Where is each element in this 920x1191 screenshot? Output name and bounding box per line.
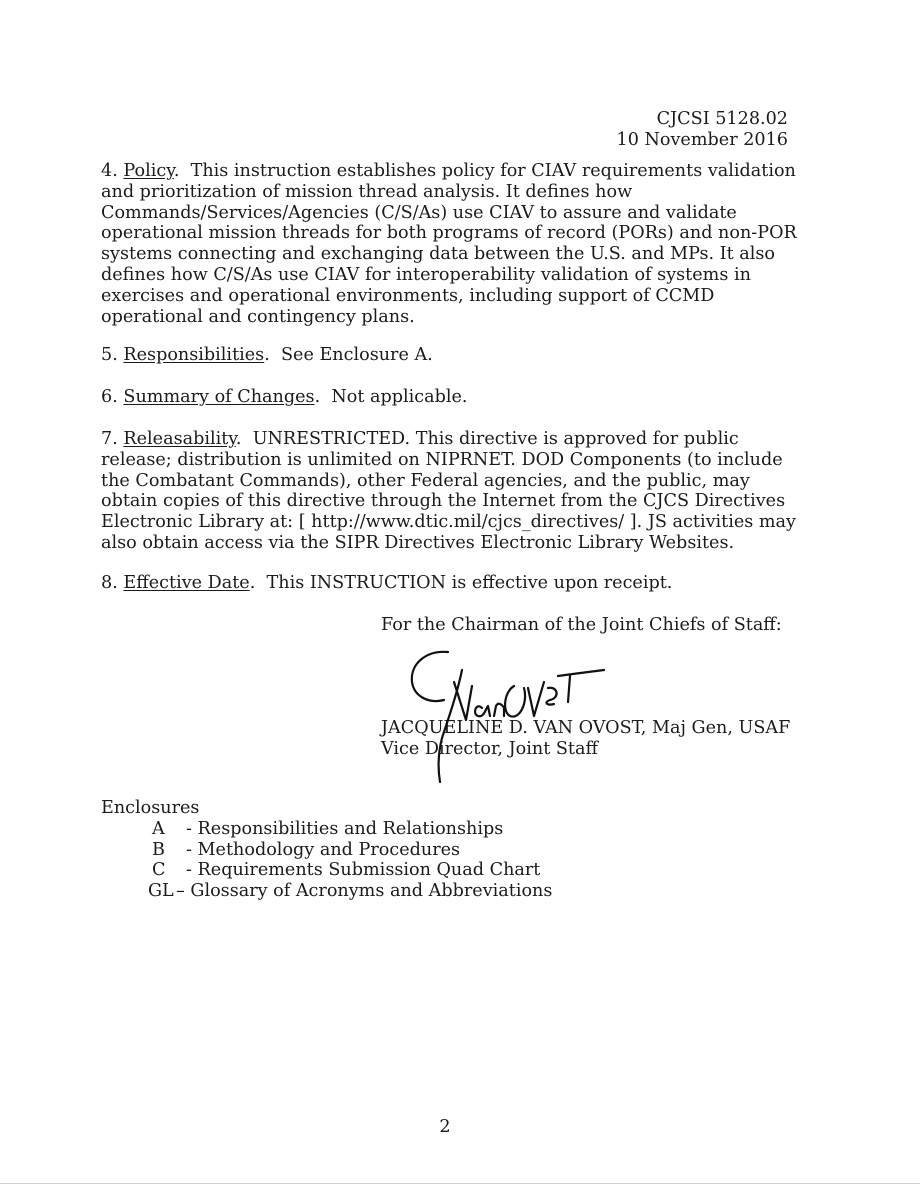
page-bottom-rule bbox=[0, 1183, 920, 1184]
enclosure-text: - Methodology and Procedures bbox=[186, 839, 461, 860]
enclosures-title: Enclosures bbox=[101, 798, 200, 818]
summary-of-changes-heading: Summary of Changes bbox=[123, 387, 315, 407]
responsibilities-heading: Responsibilities bbox=[123, 345, 265, 365]
enclosure-text: - Requirements Submission Quad Chart bbox=[186, 860, 541, 881]
paragraph-effective-date: 8. Effective Date. This INSTRUCTION is effective upon receipt. bbox=[101, 573, 673, 593]
document-header bbox=[617, 109, 788, 150]
releasability-text: UNRESTRICTED. This directive is approved for public release; distribution is unlimited on NIPRNET. DOD Components (to include the Combatant Commands), other Federal agencies, and the public, may obtain copies of this directive through the Internet from the CJCS Directives Electronic Library at: [ http://www.dtic.mil/cjcs_directives/ ]. JS activities may also obtain access via the SIPR Directives Electronic Library Websites. bbox=[101, 429, 796, 553]
enclosure-letter: A bbox=[152, 819, 165, 839]
document-number: CJCSI 5128.02 bbox=[656, 109, 788, 129]
summary-of-changes-text: Not applicable. bbox=[331, 387, 468, 407]
paragraph-summary-of-changes: 6. Summary of Changes. Not applicable. bbox=[101, 387, 468, 407]
policy-heading: Policy bbox=[123, 161, 174, 181]
policy-text: This instruction establishes policy for CIAV requirements validation and prioritization of mission thread analysis. It defines how Commands/Services/Agencies (C/S/As) use CIAV to assure and validate operational mission threads for both programs of record (PORs) and non-POR systems connecting and exchanging data between the U.S. and MPs. It also defines how C/S/As use CIAV for interoperability validation of systems in exercises and operational environments, including support of CCMD operational and contingency plans. bbox=[101, 161, 797, 327]
releasability-heading: Releasability bbox=[123, 429, 236, 449]
effective-date-text: This INSTRUCTION is effective upon receipt. bbox=[266, 573, 673, 593]
document-date: 10 November 2016 bbox=[616, 129, 788, 150]
enclosure-letter: B bbox=[152, 839, 165, 860]
enclosure-text: - Responsibilities and Relationships bbox=[186, 819, 504, 839]
enclosure-letter: GL bbox=[148, 880, 174, 901]
page-number: 2 bbox=[439, 1117, 451, 1137]
effective-date-heading: Effective Date bbox=[123, 573, 250, 593]
enclosure-text: – Glossary of Acronyms and Abbreviations bbox=[176, 880, 553, 901]
paragraph-releasability: 7. Releasability. UNRESTRICTED. This directive is approved for public release; distribution is unlimited on NIPRNET. DOD Components (to include the Combatant Commands), other Federal agencies, and the public, may obtain copies of this directive through the Internet from the CJCS Directives Electronic Library at: [ http://www.dtic.mil/cjcs_directives/ ]. JS activities may also obtain access via the SIPR Directives Electronic Library Websites. bbox=[101, 429, 796, 553]
signer-name: JACQUELINE D. VAN OVOST, Maj Gen, USAF bbox=[381, 718, 791, 738]
handwritten-signature bbox=[398, 642, 610, 787]
paragraph-responsibilities: 5. Responsibilities. See Enclosure A. bbox=[101, 345, 433, 365]
responsibilities-text: See Enclosure A. bbox=[280, 345, 433, 365]
enclosure-letter: C bbox=[152, 860, 166, 881]
paragraph-policy: 4. Policy. This instruction establishes policy for CIAV requirements validation and prioritization of mission thread analysis. It defines how Commands/Services/Agencies (C/S/As) use CIAV to assure and validate operational mission threads for both programs of record (PORs) and non-POR systems connecting and exchanging data between the U.S. and MPs. It also defines how C/S/As use CIAV for interoperability validation of systems in exercises and operational environments, including support of CCMD operational and contingency plans. bbox=[101, 161, 797, 327]
signer-title: Vice Director, Joint Staff bbox=[381, 738, 598, 759]
closing-for-line: For the Chairman of the Joint Chiefs of Staff: bbox=[381, 615, 782, 635]
